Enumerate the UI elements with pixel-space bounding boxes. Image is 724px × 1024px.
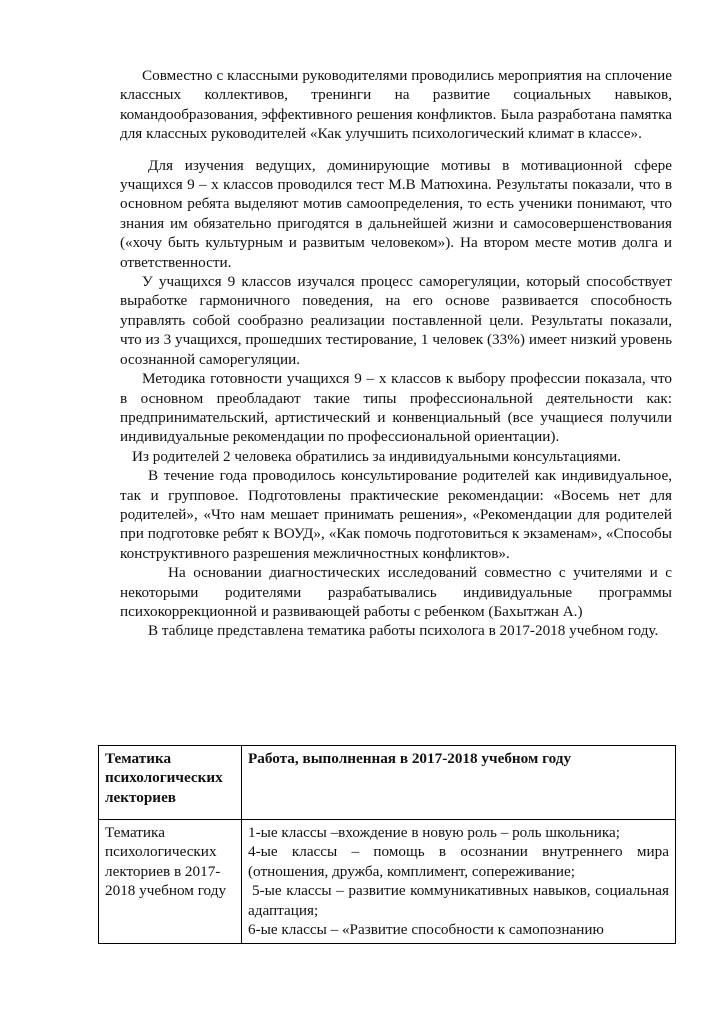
paragraph-motivation-test: Для изучения ведущих, доминирующие мотивы в мотивационной сфере учащихся 9 – х классов проводился тест М.В Матюхина. Результаты показали, что в основном ребята выделяют мотив самоопределения, то есть ученики понимают, что знания им обязательно пригодятся в дальнейшей жизни и самосовершенствования («хочу быть культурным и развитым человеком»). На втором месте мотив долга и ответственности.: [120, 156, 672, 271]
paragraph-individual-programs: На основании диагностических исследований совместно с учителями и с некоторыми родителями разрабатывались индивидуальные программы психокоррекционной и развивающей работы с ребенком (Бахытжан А.): [120, 564, 672, 620]
paragraph-career-readiness: Методика готовности учащихся 9 – х классов к выбору профессии показала, что в основном преобладают такие типы профессиональной деятельности как: предпринимательский, артистический и конвенциальный (все учащиеся получили индивидуальные рекомендации по профессиональной ориентации).: [120, 370, 672, 446]
table-row-label: Тематика психологических лекториев в 2017-2018 учебном году: [99, 820, 242, 944]
document-body: [120, 66, 672, 641]
table-header-row: [99, 746, 676, 820]
table-row-content: [242, 820, 676, 944]
paragraph-class-activities: Совместно с классными руководителями проводились мероприятия на сплочение классных коллективов, тренинги на развитие социальных навыков, командообразования, эффективного решения конфликтов. Была разработана памятка для классных руководителей «Как улучшить психологический климат в классе».: [120, 67, 672, 143]
lectures-table: [98, 745, 676, 944]
list-item: 4-ые классы – помощь в осознании внутреннего мира (отношения, дружба, комплимент, сопереживание;: [248, 843, 669, 880]
list-item: 1-ые классы –вхождение в новую роль – роль школьника;: [248, 824, 620, 841]
table-row: [99, 820, 676, 944]
table-header-work: Работа, выполненная в 2017-2018 учебном году: [242, 746, 676, 820]
paragraph-table-intro: В таблице представлена тематика работы психолога в 2017-2018 учебном году.: [148, 622, 659, 640]
list-item: 5-ые классы – развитие коммуникативных навыков, социальная адаптация;: [248, 882, 669, 919]
paragraph-parent-consultations: Из родителей 2 человека обратились за индивидуальными консультациями.: [132, 447, 622, 465]
table-header-topic: Тематика психологических лекториев: [99, 746, 242, 820]
list-item: 6-ые классы – «Развитие способности к самопознанию: [248, 921, 604, 939]
paragraph-parent-counseling: В течение года проводилось консультирование родителей как индивидуальное, так и групповое. Подготовлены практические рекомендации: «Восемь нет для родителей», «Что нам мешает принимать решения», «Рекомендации для родителей при подготовке ребят к ВОУД», «Как помочь подготовиться к экзаменам», «Способы конструктивного разрешения межличностных конфликтов».: [120, 467, 672, 562]
paragraph-self-regulation: У учащихся 9 классов изучался процесс саморегуляции, который способствует выработке гармоничного поведения, на его основе развивается способность управлять собой сообразно реализации поставленной цели. Результаты показали, что из 3 учащихся, прошедших тестирование, 1 человек (33%) имеет низкий уровень осознанной саморегуляции.: [120, 273, 672, 368]
